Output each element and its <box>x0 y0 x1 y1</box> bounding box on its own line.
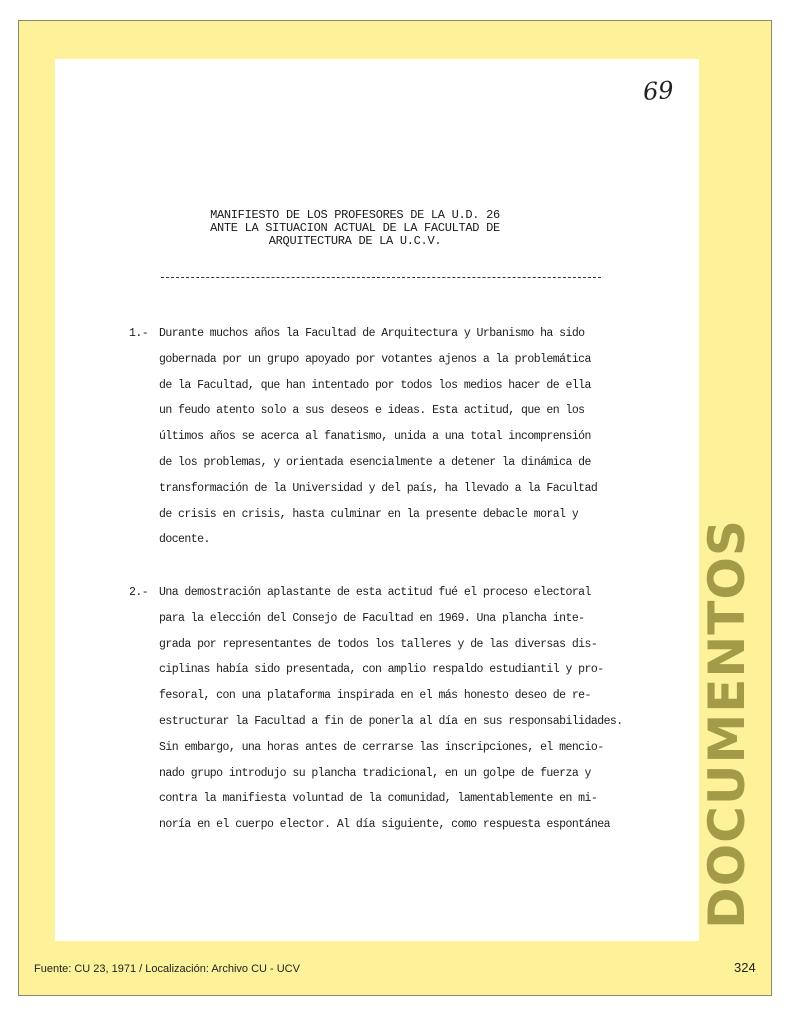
text-line: últimos años se acerca al fanatismo, unida a una total incomprensión <box>159 430 591 444</box>
scanned-document-page <box>55 59 699 941</box>
text-line: de la Facultad, que han intentado por todos los medios hacer de ella <box>159 378 591 392</box>
paragraph-number: 1.- <box>129 327 149 340</box>
text-line: de los problemas, y orientada esencialmente a detener la dinámica de <box>159 455 591 469</box>
text-line: noría en el cuerpo elector. Al día siguiente, como respuesta espontánea <box>159 818 610 832</box>
text-line: gobernada por un grupo apoyado por votantes ajenos a la problemática <box>159 352 591 366</box>
text-line: estructurar la Facultad a fin de ponerla al día en sus responsabilidades. <box>159 714 623 728</box>
paragraph-number: 2.- <box>129 586 149 599</box>
text-line: de crisis en crisis, hasta culminar en la presente debacle moral y <box>159 507 579 521</box>
title-line: MANIFIESTO DE LOS PROFESORES DE LA U.D. 26 <box>210 208 500 222</box>
title-line: ARQUITECTURA DE LA U.C.V. <box>268 234 442 248</box>
text-line: nado grupo introdujo su plancha tradicional, en un golpe de fuerza y <box>159 766 591 780</box>
text-line: transformación de la Universidad y del país, ha llevado a la Facultad <box>159 481 598 495</box>
paragraph-1 <box>129 321 629 553</box>
page-number: 324 <box>734 960 756 975</box>
paragraph-2 <box>129 580 629 838</box>
text-line: Sin embargo, una horas antes de cerrarse las inscripciones, el mencio- <box>159 740 604 754</box>
text-line: contra la manifiesta voluntad de la comunidad, lamentablemente en mi- <box>159 792 598 806</box>
handwritten-page-number: 69 <box>642 75 675 107</box>
source-caption: Fuente: CU 23, 1971 / Localización: Archivo CU - UCV <box>34 963 300 975</box>
text-line: ciplinas había sido presentada, con amplio respaldo estudiantil y pro- <box>159 663 604 677</box>
text-line: para la elección del Consejo de Facultad en 1969. Una plancha inte- <box>159 611 585 625</box>
text-line: Durante muchos años la Facultad de Arquitectura y Urbanismo ha sido <box>159 327 585 340</box>
text-line: un feudo atento solo a sus deseos e ideas. Esta actitud, que en los <box>159 404 585 418</box>
text-line: Una demostración aplastante de esta actitud fué el proceso electoral <box>159 586 591 599</box>
text-line: grada por representantes de todos los talleres y de las diversas dis- <box>159 637 598 651</box>
section-label-documentos: DOCUMENTOS <box>698 519 756 929</box>
page-frame <box>18 20 772 996</box>
separator-line <box>161 277 601 278</box>
title-line: ANTE LA SITUACION ACTUAL DE LA FACULTAD DE <box>210 221 500 235</box>
text-line: fesoral, con una plataforma inspirada en el más honesto deseo de re- <box>159 689 591 703</box>
text-line: docente. <box>159 533 210 547</box>
document-title <box>155 209 555 248</box>
